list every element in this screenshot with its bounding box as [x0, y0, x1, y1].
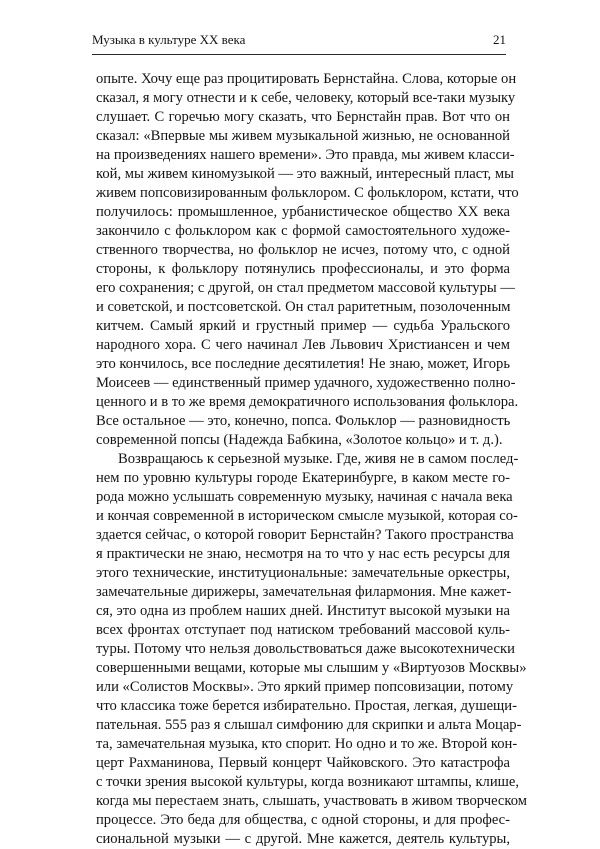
text-line: процессе. Это беда для общества, с одной стороны, и для профес- — [96, 812, 510, 828]
text-line: на произведениях нашего времени». Это правда, мы живем класси- — [96, 147, 515, 163]
text-line: сказал: «Впервые мы живем музыкальной жизнью, не основанной — [96, 128, 510, 144]
text-line: я практически не знаю, несмотря на то что у нас есть ресурсы для — [96, 546, 510, 562]
text-line: совершенными вещами, которые мы слышим у «Виртуозов Москвы» — [96, 660, 527, 676]
text-line: закончило с фольклором как с формой самостоятельного художе- — [96, 223, 510, 239]
text-line: Моисеев — единственный пример удачного, художественно полно- — [96, 375, 516, 391]
paragraph-1 — [96, 70, 519, 450]
text-line: что классика тоже берется избирательно. Простая, легкая, душещи- — [96, 698, 517, 714]
text-line: народного хора. С чего начинал Лев Львович Христиансен и чем — [96, 337, 510, 353]
text-line: туры. Потому что нельзя довольствоваться даже высокотехнически — [96, 641, 515, 657]
paragraph-2 — [96, 450, 527, 849]
text-line: с точки зрения высокой культуры, когда возникают штампы, клише, — [96, 774, 519, 790]
text-line: это кончилось, все последние десятилетия! Не знаю, может, Игорь — [96, 356, 510, 372]
text-line: здается сейчас, о которой говорит Бернстайн? Такого пространства — [96, 527, 514, 543]
text-line: когда мы перестаем знать, слышать, участвовать в живом творческом — [96, 793, 527, 809]
text-line: Возвращаюсь к серьезной музыке. Где, живя не в самом послед- — [118, 451, 519, 467]
text-line: его сохранения; с другой, он стал предметом массовой культуры — — [96, 280, 515, 296]
text-line: слушает. С горечью могу сказать, что Бернстайн прав. Вот что он — [96, 109, 510, 125]
text-line: ценного и в то же время демократичного использования фольклора. — [96, 394, 519, 410]
text-line: или «Солистов Москвы». Это яркий пример попсовизации, потому — [96, 679, 514, 695]
text-line: стороны, к фольклору потянулись профессионалы, и это форма — [96, 261, 510, 277]
running-header — [92, 30, 506, 55]
text-line: живем попсовизированным фольклором. С фольклором, кстати, что — [96, 185, 519, 201]
text-line: и кончая современной в историческом смысле музыкой, которая со- — [96, 508, 518, 524]
text-line: кой, мы живем киномузыкой — это важный, интересный пласт, мы — [96, 166, 514, 182]
page-number: 21 — [493, 32, 506, 47]
text-line: нем по уровню культуры городе Екатеринбурге, в каком месте го- — [96, 470, 510, 486]
text-line: сиональной музыки — с другой. Мне кажется, деятель культуры, — [96, 831, 510, 847]
text-line: опыте. Хочу еще раз процитировать Бернстайна. Слова, которые он — [96, 71, 517, 87]
text-line: всех фронтах отступает под натиском требований массовой куль- — [96, 622, 510, 638]
body-text — [96, 70, 527, 849]
text-line: та, замечательная музыка, кто спорит. Но одно и то же. Второй кон- — [96, 736, 518, 752]
text-line: ся, это одна из проблем наших дней. Институт высокой музыки на — [96, 603, 510, 619]
text-line: китчем. Самый яркий и грустный пример — судьба Уральского — [96, 318, 510, 334]
text-line: и советской, и постсоветской. Он стал раритетным, позолоченным — [96, 299, 511, 315]
text-line: церт Рахманинова, Первый концерт Чайковского. Это катастрофа — [96, 755, 510, 771]
text-line: этого технические, институциональные: замечательные оркестры, — [96, 565, 510, 581]
text-line: получилось: промышленное, урбанистическое общество XX века — [96, 204, 510, 220]
text-line: рода можно услышать современную музыку, начиная с начала века — [96, 489, 513, 505]
text-line: ственного творчества, но фольклор не исчез, потому что, с одной — [96, 242, 510, 258]
chapter-title: Музыка в культуре XX века — [92, 32, 246, 47]
text-line: современной попсы (Надежда Бабкина, «Золотое кольцо» и т. д.). — [96, 432, 503, 448]
text-line: Все остальное — это, конечно, попса. Фольклор — разновидность — [96, 413, 511, 429]
text-line: сказал, я могу отнести и к себе, человеку, который все-таки музыку — [96, 90, 516, 106]
text-line: замечательные дирижеры, замечательная филармония. Мне кажет- — [96, 584, 512, 600]
text-line: пательная. 555 раз я слышал симфонию для скрипки и альта Моцар- — [96, 717, 522, 733]
